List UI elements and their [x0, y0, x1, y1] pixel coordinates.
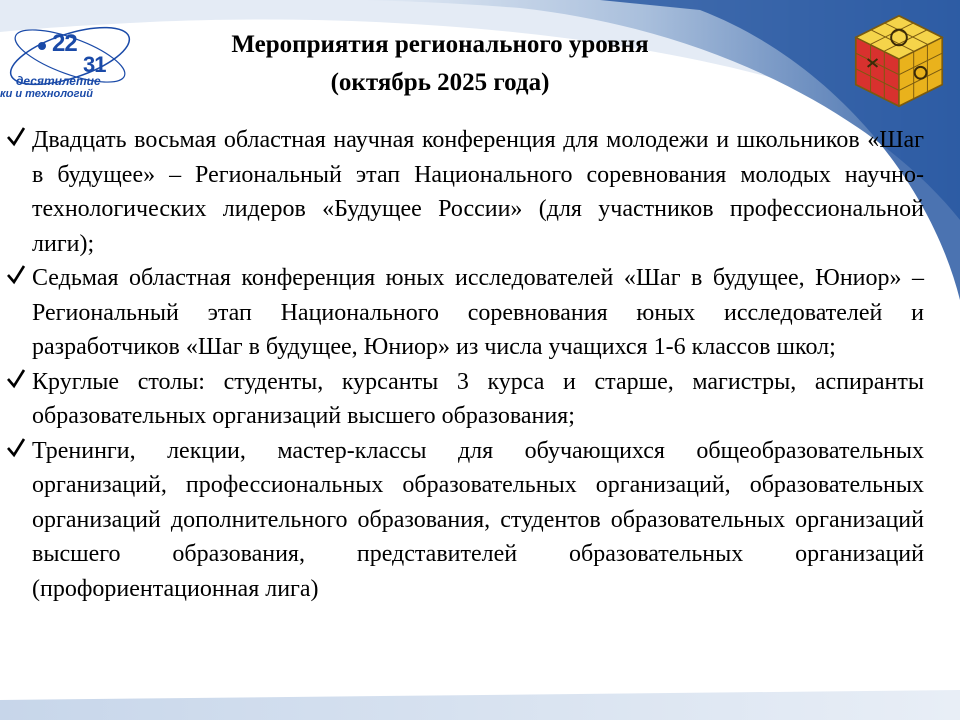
logo-number-31: 31: [83, 52, 106, 77]
logo-text-decade: десятилетие: [16, 74, 101, 88]
list-item: [6, 123, 924, 261]
cube-emblem-logo: [850, 12, 948, 110]
list-item: [6, 434, 924, 607]
list-item-text: Седьмая областная конференция юных исследователей «Шаг в будущее, Юниор» – Региональный этап Национального соревнования юных исследователей и разработчиков «Шаг в будущее, Юниор» из числа учащихся 1-6 классов школ;: [32, 265, 924, 360]
decade-logo: [0, 8, 140, 108]
list-item: [6, 365, 924, 434]
list-item-text: Тренинги, лекции, мастер-классы для обучающихся общеобразовательных организаций, профессиональных образовательных организаций, образовательных организаций дополнительного образования, студентов образовательных организаций высшего образования, представителей образовательных организаций (профориентационная лига): [32, 437, 924, 602]
checkmark-icon: [6, 125, 26, 147]
title-line-2: (октябрь 2025 года): [330, 69, 550, 96]
logo-number-22: 22: [52, 30, 77, 57]
checkmark-icon: [6, 367, 26, 389]
list-item-text: Круглые столы: студенты, курсанты 3 курса и старше, магистры, аспиранты образовательных организаций высшего образования;: [32, 368, 924, 429]
logo-text-tech: ки и технологий: [0, 88, 93, 100]
list-item-text: Двадцать восьмая областная научная конференция для молодежи и школьников «Шаг в будущее» – Региональный этап Национального соревнования молодых научно-технологических лидеров «Будущее России» (для участников профессиональной лиги);: [32, 127, 924, 257]
checkmark-icon: [6, 263, 26, 285]
event-list: [6, 123, 924, 606]
title-line-1: Мероприятия регионального уровня: [231, 31, 649, 58]
page-title: [150, 26, 730, 102]
checkmark-icon: [6, 436, 26, 458]
list-item: [6, 261, 924, 365]
